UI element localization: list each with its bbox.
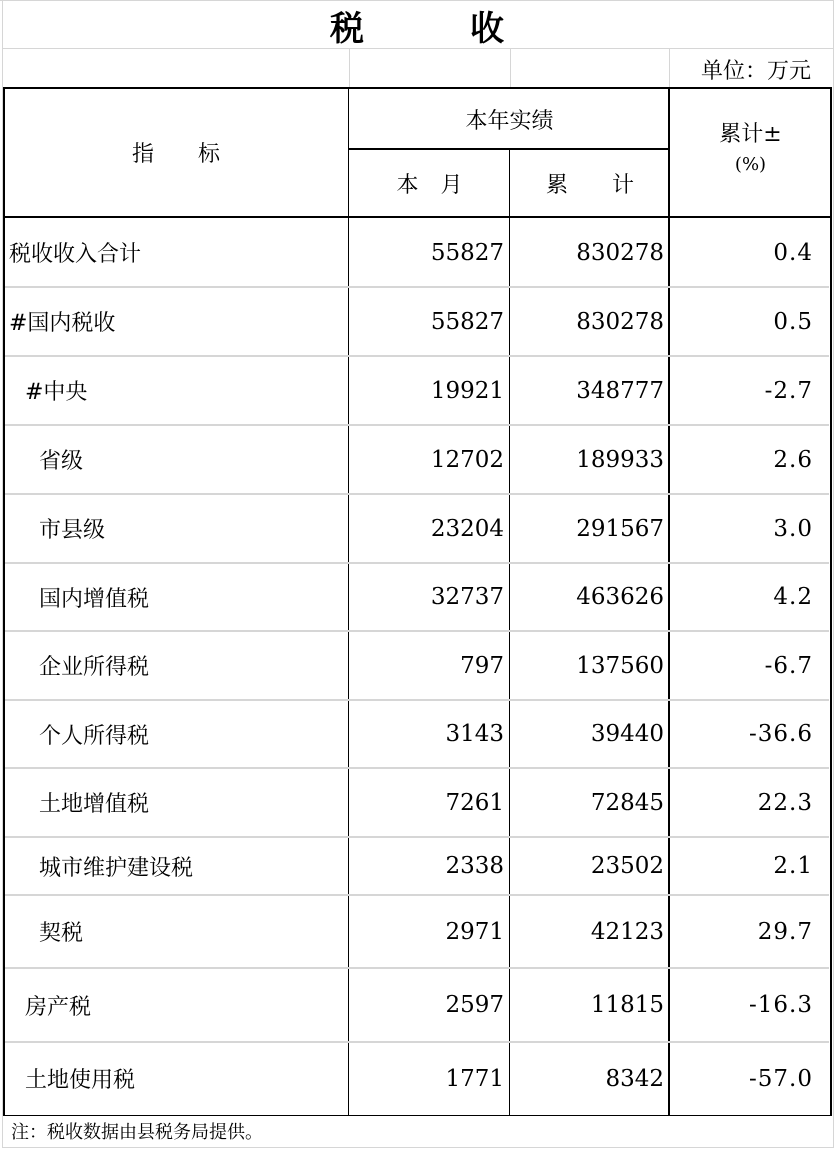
row-month-value: 32737	[430, 584, 504, 610]
row-change-value: 2.1	[773, 853, 813, 879]
column-divider	[833, 0, 834, 1148]
row-cumulative-value: 189933	[576, 446, 664, 473]
row-divider	[5, 836, 829, 838]
column-divider	[669, 48, 670, 87]
column-divider	[510, 48, 511, 87]
header-cumulative: 累 计	[545, 173, 634, 198]
column-divider	[509, 149, 510, 1116]
row-change-value: 4.2	[773, 584, 813, 610]
row-divider	[5, 493, 829, 495]
row-label: 城市维护建设税	[39, 855, 194, 881]
row-cumulative-value: 23502	[590, 853, 664, 879]
row-divider	[5, 355, 829, 357]
row-label: 省级	[39, 449, 84, 474]
row-divider	[348, 148, 669, 150]
row-label: 契税	[39, 921, 84, 946]
header-change	[670, 88, 831, 217]
header-change-line2: (%)	[734, 153, 767, 175]
row-divider	[5, 1041, 829, 1043]
row-change-value: 29.7	[757, 918, 813, 945]
row-cumulative-value: 291567	[576, 515, 664, 542]
row-label: #国内税收	[9, 311, 116, 336]
column-divider	[668, 87, 670, 1116]
row-divider	[5, 894, 829, 896]
row-month-value: 2597	[445, 992, 504, 1018]
row-divider	[5, 699, 829, 701]
row-cumulative-value: 8342	[605, 1065, 664, 1092]
row-month-value: 3143	[445, 721, 504, 747]
row-change-value: -36.6	[749, 721, 813, 747]
row-label: 企业所得税	[39, 655, 150, 680]
row-month-value: 55827	[430, 239, 504, 266]
row-divider	[0, 0, 834, 1]
row-cumulative-value: 463626	[576, 584, 664, 610]
row-cumulative-value: 11815	[590, 992, 664, 1018]
header-indicator: 指 标	[131, 142, 220, 167]
row-month-value: 55827	[430, 308, 504, 335]
row-label: #中央	[25, 380, 88, 405]
row-cumulative-value: 39440	[590, 721, 664, 747]
row-label: 税收收入合计	[9, 242, 142, 267]
row-month-value: 2338	[445, 853, 504, 879]
row-change-value: -57.0	[749, 1065, 813, 1092]
row-divider	[5, 967, 829, 969]
row-month-value: 23204	[430, 515, 504, 542]
row-cumulative-value: 137560	[576, 652, 664, 679]
row-label: 国内增值税	[39, 586, 150, 612]
row-divider	[3, 87, 832, 89]
footnote: 注：税收数据由县税务局提供。	[11, 1122, 263, 1143]
row-change-value: 0.5	[773, 308, 813, 335]
row-divider	[3, 216, 832, 218]
row-label: 土地增值税	[39, 792, 150, 817]
row-cumulative-value: 830278	[576, 308, 664, 335]
row-label: 个人所得税	[39, 723, 150, 749]
row-change-value: -6.7	[764, 652, 813, 679]
row-month-value: 12702	[430, 446, 504, 473]
title-char-1: 税	[330, 8, 364, 49]
row-divider	[3, 1147, 834, 1148]
row-divider	[5, 562, 829, 564]
row-month-value: 19921	[430, 377, 504, 404]
column-divider	[349, 48, 350, 87]
header-change-line1: 累计±	[719, 121, 782, 147]
row-cumulative-value: 830278	[576, 239, 664, 266]
row-divider	[5, 630, 829, 632]
row-month-value: 2971	[445, 918, 504, 945]
table-title	[3, 2, 831, 48]
title-char-2: 收	[470, 8, 504, 49]
row-change-value: 2.6	[773, 446, 813, 473]
row-month-value: 797	[460, 652, 504, 679]
row-month-value: 7261	[445, 789, 504, 816]
row-cumulative-value: 42123	[590, 918, 664, 945]
row-label: 房产税	[25, 994, 92, 1020]
row-change-value: 3.0	[773, 515, 813, 542]
unit-label: 单位：万元	[700, 58, 811, 84]
row-label: 市县级	[39, 518, 106, 543]
row-divider	[3, 48, 834, 49]
row-divider	[5, 424, 829, 426]
row-month-value: 1771	[445, 1065, 504, 1092]
row-change-value: 0.4	[773, 239, 813, 266]
row-cumulative-value: 348777	[576, 377, 664, 404]
row-cumulative-value: 72845	[590, 789, 664, 816]
column-divider	[3, 87, 5, 1116]
column-divider	[348, 87, 349, 1116]
row-divider	[3, 1115, 832, 1116]
row-change-value: -2.7	[764, 377, 813, 404]
column-divider	[830, 87, 832, 1116]
row-change-value: -16.3	[749, 992, 813, 1018]
row-label: 土地使用税	[25, 1068, 136, 1093]
header-this-month: 本 月	[396, 173, 463, 198]
row-change-value: 22.3	[757, 789, 813, 816]
header-current-year: 本年实绩	[465, 108, 554, 134]
row-divider	[5, 767, 829, 769]
row-divider	[5, 286, 829, 288]
